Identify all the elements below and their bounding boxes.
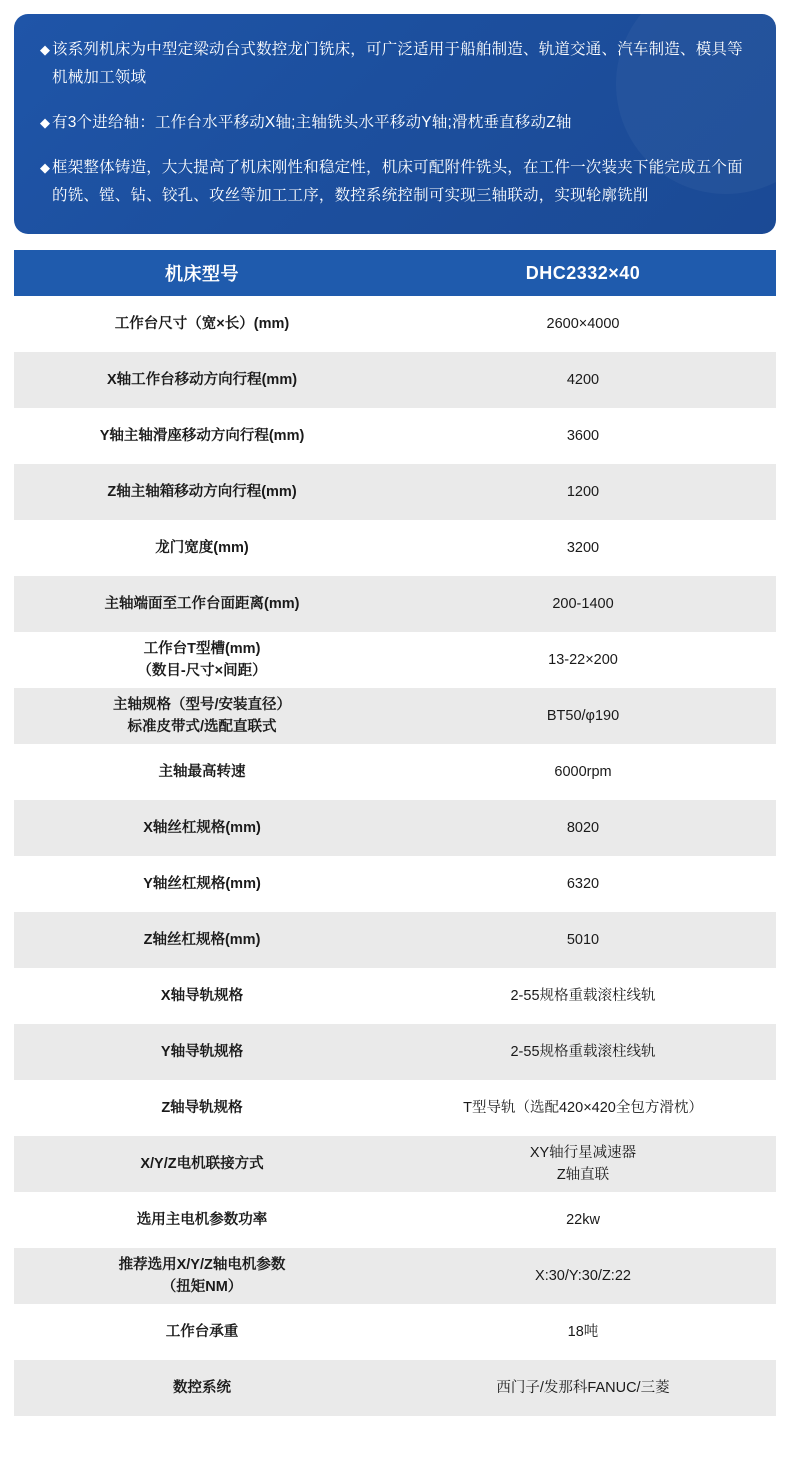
spec-label-line1: X/Y/Z电机联接方式 <box>140 1156 264 1172</box>
spec-label-line1: Y轴导轨规格 <box>160 1044 244 1060</box>
spec-value <box>390 1304 776 1360</box>
spec-label <box>14 1192 390 1248</box>
spec-value-line1: 2600×4000 <box>546 316 620 332</box>
table-row <box>14 1136 776 1192</box>
spec-value <box>390 520 776 576</box>
intro-item <box>40 154 750 210</box>
spec-label <box>14 464 390 520</box>
spec-value <box>390 576 776 632</box>
spec-value-line1: 3600 <box>566 428 600 444</box>
intro-panel <box>14 14 776 234</box>
spec-value <box>390 1024 776 1080</box>
spec-value <box>390 800 776 856</box>
spec-label-line1: X轴丝杠规格(mm) <box>143 820 261 836</box>
spec-label-line2: 标准皮带式/选配直联式 <box>127 719 277 735</box>
spec-value-line1: 6320 <box>566 876 600 892</box>
spec-label <box>14 632 390 688</box>
spec-value-line1: XY轴行星减速器 <box>529 1145 637 1161</box>
spec-label-line1: Y轴主轴滑座移动方向行程(mm) <box>99 428 305 444</box>
spec-value <box>390 408 776 464</box>
spec-value-line1: 5010 <box>566 932 600 948</box>
spec-label <box>14 352 390 408</box>
spec-label-line1: X轴导轨规格 <box>160 988 244 1004</box>
spec-value-line1: 1200 <box>566 484 600 500</box>
spec-label <box>14 408 390 464</box>
spec-value-line1: BT50/φ190 <box>546 708 620 724</box>
spec-value <box>390 1248 776 1304</box>
spec-label-line1: Z轴主轴箱移动方向行程(mm) <box>107 484 297 500</box>
table-row <box>14 1360 776 1416</box>
spec-label <box>14 520 390 576</box>
table-row <box>14 352 776 408</box>
spec-value-line1: X:30/Y:30/Z:22 <box>535 1268 631 1284</box>
spec-value-line2: Z轴直联 <box>556 1167 610 1183</box>
spec-label-line1: X轴工作台移动方向行程(mm) <box>106 372 298 388</box>
spec-value-line1: 3200 <box>566 540 600 556</box>
spec-value <box>390 912 776 968</box>
table-row <box>14 1192 776 1248</box>
spec-label <box>14 1136 390 1192</box>
spec-label-line1: Z轴导轨规格 <box>161 1100 243 1116</box>
spec-value-line1: 6000rpm <box>554 764 612 780</box>
table-row <box>14 1080 776 1136</box>
spec-label <box>14 1080 390 1136</box>
table-row <box>14 520 776 576</box>
table-row <box>14 632 776 688</box>
spec-label-line1: 数控系统 <box>173 1380 231 1396</box>
table-header-model-value: DHC2332×40 <box>390 250 776 296</box>
spec-label-line1: 工作台T型槽(mm) <box>143 641 261 657</box>
spec-label <box>14 1304 390 1360</box>
spec-label <box>14 800 390 856</box>
spec-label-line2: （数目-尺寸×间距） <box>137 663 267 679</box>
spec-label <box>14 576 390 632</box>
intro-item-text: 框架整体铸造，大大提高了机床刚性和稳定性，机床可配附件铣头，在工件一次装夹下能完成五个面的铣、镗、钻、铰孔、攻丝等加工工序，数控系统控制可实现三轴联动，实现轮廓铣削 <box>52 159 743 204</box>
spec-value <box>390 1192 776 1248</box>
diamond-bullet-icon: ◆ <box>40 42 50 57</box>
table-header-model-label: 机床型号 <box>14 250 390 296</box>
spec-label-line2: （扭矩NM） <box>161 1279 243 1295</box>
spec-value-line1: 200-1400 <box>552 596 614 612</box>
table-row <box>14 968 776 1024</box>
spec-label-line1: 主轴最高转速 <box>158 764 246 780</box>
table-row <box>14 1248 776 1304</box>
table-row <box>14 912 776 968</box>
product-spec-page <box>0 14 790 1484</box>
intro-item-text: 该系列机床为中型定梁动台式数控龙门铣床，可广泛适用于船舶制造、轨道交通、汽车制造、模具等机械加工领域 <box>52 41 743 86</box>
diamond-bullet-icon: ◆ <box>40 160 50 175</box>
spec-value-line1: 18吨 <box>567 1324 599 1340</box>
intro-item <box>40 36 750 92</box>
table-row <box>14 296 776 352</box>
spec-value <box>390 464 776 520</box>
spec-value-line1: 13-22×200 <box>548 652 618 668</box>
spec-label-line1: 主轴端面至工作台面距离(mm) <box>104 596 300 612</box>
spec-label-line1: 工作台承重 <box>165 1324 239 1340</box>
spec-label-line1: 主轴规格（型号/安装直径） <box>112 697 292 713</box>
spec-label-line1: Z轴丝杠规格(mm) <box>143 932 261 948</box>
spec-label <box>14 1360 390 1416</box>
spec-value-line1: 2-55规格重载滚柱线轨 <box>510 988 656 1004</box>
spec-label <box>14 296 390 352</box>
spec-label <box>14 912 390 968</box>
spec-value <box>390 1080 776 1136</box>
spec-value <box>390 1136 776 1192</box>
spec-label <box>14 1248 390 1304</box>
table-row <box>14 1304 776 1360</box>
table-row <box>14 464 776 520</box>
spec-value <box>390 968 776 1024</box>
spec-value <box>390 856 776 912</box>
spec-label-line1: 推荐选用X/Y/Z轴电机参数 <box>118 1257 286 1273</box>
spec-label <box>14 856 390 912</box>
spec-label-line1: 选用主电机参数功率 <box>136 1212 268 1228</box>
table-row <box>14 800 776 856</box>
spec-value <box>390 296 776 352</box>
spec-value <box>390 1360 776 1416</box>
spec-label <box>14 744 390 800</box>
spec-value <box>390 632 776 688</box>
spec-label <box>14 968 390 1024</box>
spec-label <box>14 688 390 744</box>
spec-value-line1: 西门子/发那科FANUC/三菱 <box>496 1380 670 1396</box>
intro-item <box>40 109 750 137</box>
spec-label-line1: 龙门宽度(mm) <box>155 540 249 556</box>
spec-value-line1: 8020 <box>566 820 600 836</box>
spec-value-line1: T型导轨（选配420×420全包方滑枕） <box>463 1100 703 1116</box>
spec-value-line1: 4200 <box>566 372 600 388</box>
spec-label-line1: 工作台尺寸（宽×长）(mm) <box>114 316 290 332</box>
diamond-bullet-icon: ◆ <box>40 115 50 130</box>
table-row <box>14 1024 776 1080</box>
table-row <box>14 576 776 632</box>
spec-value <box>390 352 776 408</box>
table-row <box>14 408 776 464</box>
spec-value-line1: 2-55规格重载滚柱线轨 <box>510 1044 656 1060</box>
table-row <box>14 688 776 744</box>
spec-label-line1: Y轴丝杠规格(mm) <box>143 876 261 892</box>
table-header-row <box>14 250 776 296</box>
spec-label <box>14 1024 390 1080</box>
spec-value <box>390 688 776 744</box>
spec-value <box>390 744 776 800</box>
intro-item-text: 有3个进给轴：工作台水平移动X轴;主轴铣头水平移动Y轴;滑枕垂直移动Z轴 <box>52 114 572 131</box>
table-row <box>14 744 776 800</box>
specification-table <box>14 250 776 1416</box>
spec-value-line1: 22kw <box>566 1212 600 1228</box>
table-row <box>14 856 776 912</box>
